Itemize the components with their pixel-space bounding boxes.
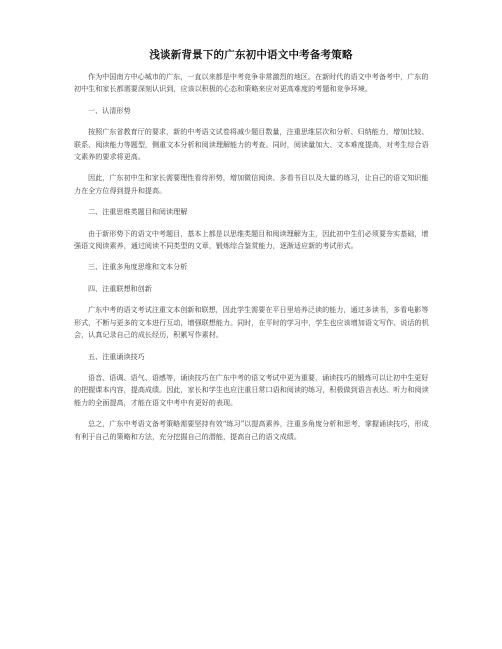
section-1-paragraph-1: 按照广东省教育厅的要求，新的中考语文试卷将减少题目数量，注重思维层次和分析、归纳能力，增加比较、联系、阅读能力等题型，侧重文本分析和阅读理解能力的考查。同时，阅读量加大、文本难度提高，对考生综合语文素养的要求将更高。 <box>74 127 429 162</box>
section-heading-2: 二、注重思维类题目和阅读理解 <box>88 207 188 217</box>
document-body <box>74 71 432 452</box>
section-4-paragraph: 广东中考的语文考试注重文本创新和联想，因此学生需要在平日里培养泛读的能力，通过多读书，多看电影等形式，不断与更多的文本进行互动，增强联想能力。同时，在平时的学习中，学生也应该增加语文写作、说话的机会，认真记录自己的成长经历，积累写作素材。 <box>74 305 429 340</box>
section-5-paragraph: 语音、语调、语气、语感等，诵读技巧在广东中考的语文考试中更为重要，诵读技巧的锻炼可以让初中生更好的把握课本内容，提高成绩。因此，家长和学生也应注重日常口语和阅读的练习，积极做到语言表达、听力和阅读能力的全面提高，才能在语文中考中有更好的表现。 <box>74 372 429 407</box>
document-title: 浅谈新背景下的广东初中语文中考备考策略 <box>149 49 353 61</box>
conclusion-paragraph: 总之，广东中考语文备考策略需要坚持有效“练习”以提高素养，注重多角度分析和思考，掌握诵读技巧，形成有利于自己的策略和方法，充分挖掘自己的潜能，提高自己的语文成绩。 <box>74 419 429 441</box>
section-2-paragraph: 由于新形势下的语文中考题目，基本上都是以思维类题目和阅读理解为主，因此初中生们必须要夯实基础，增强语文阅读素养，通过阅读不同类型的文章，锻炼综合鉴赏能力，逐渐适应新的考试形式。 <box>74 228 429 251</box>
section-heading-4: 四、注重联想和创新 <box>88 283 152 293</box>
section-heading-5: 五、注重诵读技巧 <box>88 351 145 361</box>
section-1-paragraph-2: 因此，广东初中生和家长需要理性看待形势，增加微信阅读、多看书目以及大量的练习，让自己的语文知识能力在全方位得到提升和提高。 <box>74 173 429 195</box>
intro-paragraph: 作为中国南方中心城市的广东，一直以来都是中考竞争非常激烈的地区。在新时代的语文中考备考中，广东的初中生和家长都需要深刻认识到，应该以积极的心态和策略来应对更高难度的考题和竞争环境。 <box>74 72 429 94</box>
section-heading-3: 三、注重多角度思维和文本分析 <box>88 262 188 272</box>
section-heading-1: 一、认清形势 <box>88 105 131 115</box>
